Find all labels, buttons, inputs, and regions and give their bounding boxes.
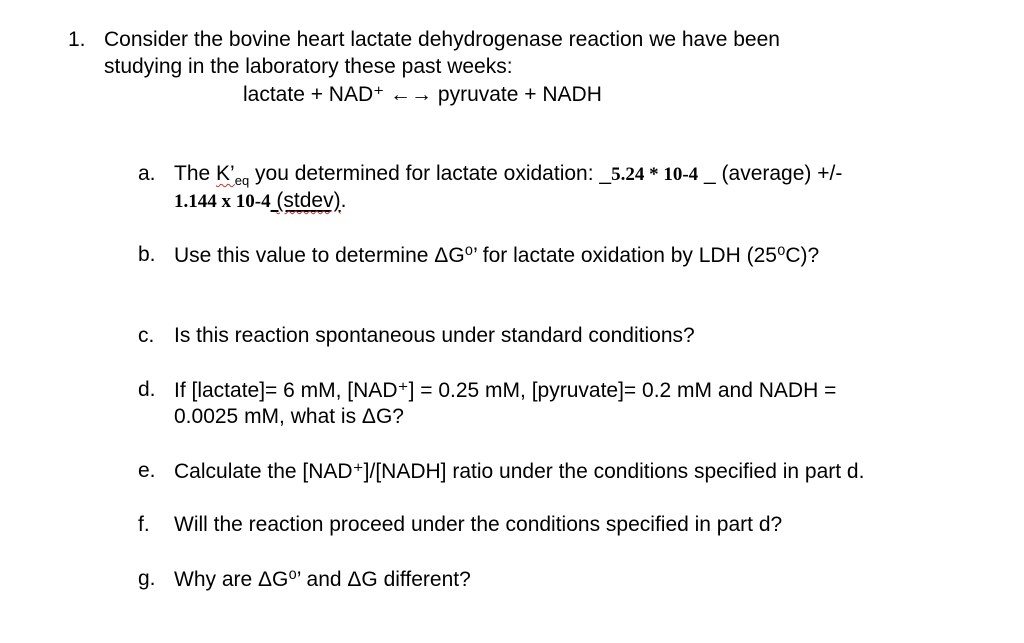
item-b-text: Use this value to determine ΔG⁰’ for lactate oxidation by LDH (25⁰C)? (174, 244, 820, 267)
avg-blank-post: _ (698, 162, 722, 185)
item-f-label: f. (138, 513, 150, 536)
avg-blank-pre: _ (599, 162, 612, 185)
item-a-end: . (340, 189, 347, 212)
question-text-line-1: Consider the bovine heart lactate dehydrogenase reaction we have been (104, 28, 780, 51)
item-a-mid: you determined for lactate oxidation: (249, 162, 600, 185)
stdev-blank (271, 189, 341, 212)
item-a-average-suffix: (average) +/- (721, 162, 843, 185)
item-d-line-2: 0.0025 mM, what is ΔG? (174, 405, 404, 428)
item-g-text: Why are ΔG⁰’ and ΔG different? (174, 568, 471, 591)
item-g-label: g. (138, 567, 156, 590)
keq-symbol: $K’_{eq}$ (216, 162, 250, 189)
item-a-line-1 (174, 162, 843, 189)
reaction-equation: lactate + NAD⁺ ←→ pyruvate + NADH (243, 83, 602, 106)
item-d-label: d. (138, 378, 156, 401)
item-e-text: Calculate the [NAD⁺]/[NADH] ratio under the conditions specified in part d. (174, 460, 865, 483)
item-c-label: c. (138, 324, 155, 347)
keq-average-value: 5.24 * 10-4 (611, 164, 699, 185)
stdev-label: (stdev) (276, 189, 341, 212)
item-b-label: b. (138, 243, 156, 266)
item-a-line-2 (174, 189, 346, 213)
item-c-text: Is this reaction spontaneous under standard conditions? (174, 324, 695, 347)
question-text-line-2: studying in the laboratory these past weeks: (104, 55, 513, 78)
keq-stdev-value: 1.144 x 10-4 (174, 191, 271, 212)
item-a-label: a. (138, 162, 156, 185)
item-d-line-1: If [lactate]= 6 mM, [NAD⁺] = 0.25 mM, [pyruvate]= 0.2 mM and NADH = (174, 379, 837, 402)
question-number: 1. (68, 28, 86, 51)
item-e-label: e. (138, 459, 156, 482)
item-f-text: Will the reaction proceed under the conditions specified in part d? (174, 513, 783, 536)
item-a-prefix: The (174, 162, 217, 185)
